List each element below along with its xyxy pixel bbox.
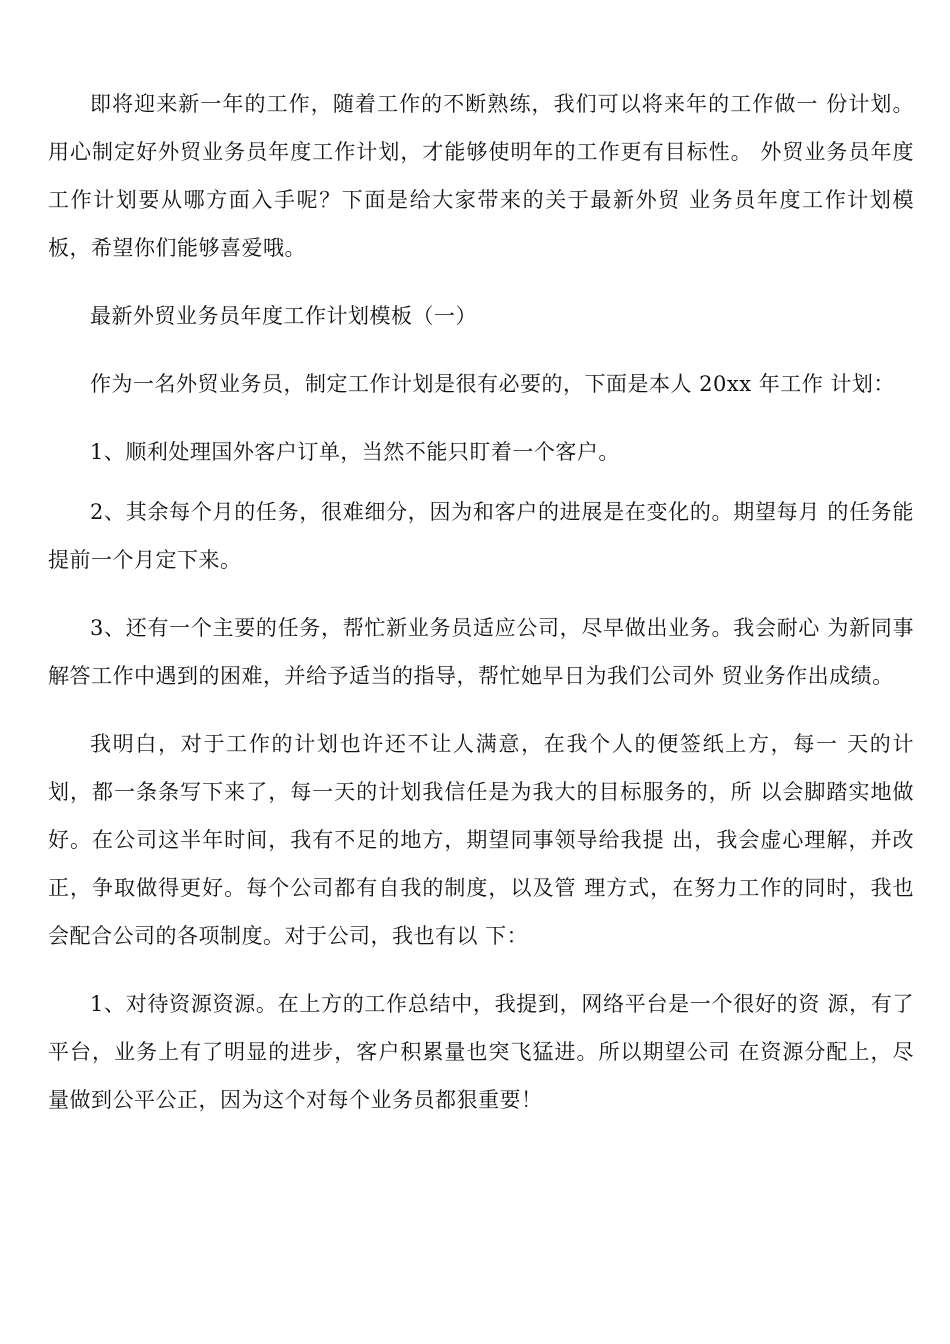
plan-intro-paragraph: 作为一名外贸业务员，制定工作计划是很有必要的，下面是本人 20xx 年工作 计划：: [90, 372, 895, 396]
document-page: [48, 80, 914, 1124]
plan-item-1: 1、顺利处理国外客户订单，当然不能只盯着一个客户。: [90, 440, 620, 464]
section-heading: 最新外贸业务员年度工作计划模板（一）: [90, 304, 477, 328]
suggestion-item-1: 1、对待资源资源。在上方的工作总结中，我提到，网络平台是一个很好的资 源，有了平台，业务上有了明显的进步，客户积累量也突飞猛进。所以期望公司 在资源分配上，尽量做到公平公正，因为这个对每个业务员都狠重要！: [48, 992, 914, 1112]
reflection-paragraph: 我明白，对于工作的计划也许还不让人满意，在我个人的便签纸上方，每一 天的计划，都一条条写下来了，每一天的计划我信任是为我大的目标服务的，所 以会脚踏实地做好。在公司这半年时间，我有不足的地方，期望同事领导给我提 出，我会虚心理解，并改正，争取做得更好。每个公司都有自我的制度，以及管 理方式，在努力工作的同时，我也会配合公司的各项制度。对于公司，我也有以 下：: [48, 732, 914, 948]
intro-paragraph: 即将迎来新一年的工作，随着工作的不断熟练，我们可以将来年的工作做一 份计划。用心制定好外贸业务员年度工作计划，才能够使明年的工作更有目标性。 外贸业务员年度工作计划要从哪方面入手呢？下面是给大家带来的关于最新外贸 业务员年度工作计划模板，希望你们能够喜爱哦。: [48, 92, 914, 260]
plan-item-3: 3、还有一个主要的任务，帮忙新业务员适应公司，尽早做出业务。我会耐心 为新同事解答工作中遇到的困难，并给予适当的指导，帮忙她早日为我们公司外 贸业务作出成绩。: [48, 616, 914, 688]
plan-item-2: 2、其余每个月的任务，很难细分，因为和客户的进展是在变化的。期望每月 的任务能提前一个月定下来。: [48, 500, 914, 572]
